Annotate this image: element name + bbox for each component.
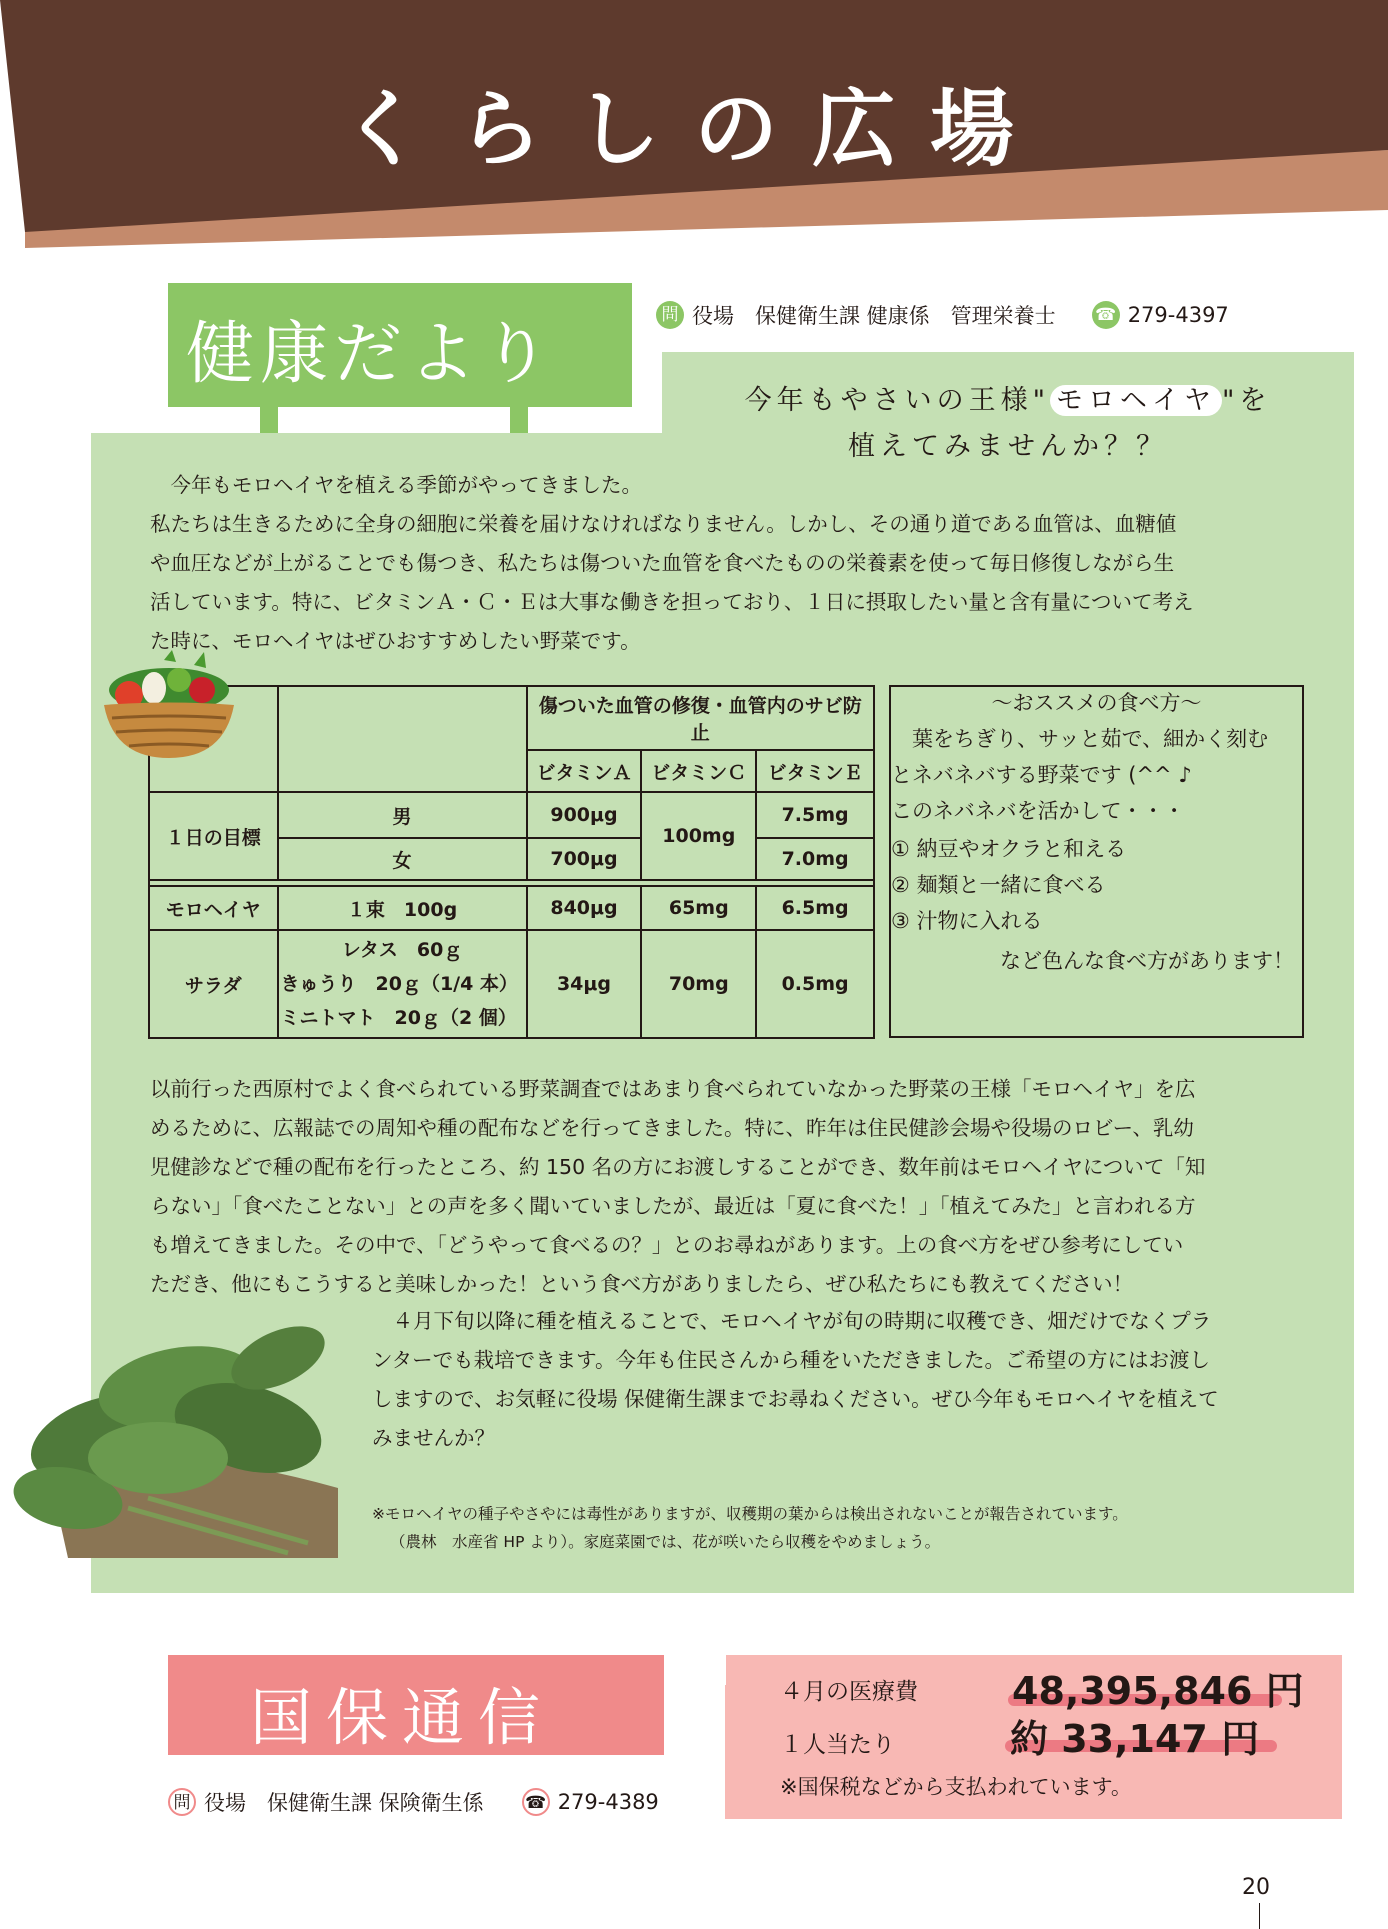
intro-line: た時に、モロヘイヤはぜひおすすめしたい野菜です。 xyxy=(150,629,641,653)
page-number: 20 xyxy=(1242,1875,1270,1900)
reco-line: とネバネバする野菜です (^^ ♪ xyxy=(891,763,1192,787)
reco-closing: など色んな食べ方があります！ xyxy=(1000,949,1294,973)
table-group-header: 傷ついた血管の修復・血管内のサビ防止 xyxy=(527,686,874,750)
vegetable-basket-image xyxy=(94,650,244,765)
cell-male-a: 900μg xyxy=(527,792,642,838)
kenko-heading-line1: 今年もやさいの王様" モロヘイヤ "を xyxy=(744,385,1272,416)
heading-highlight: モロヘイヤ xyxy=(1050,385,1222,416)
kokuho-contact xyxy=(168,1787,659,1817)
per-person-label: １人当たり xyxy=(780,1732,895,1758)
cell-salad-e: 0.5mg xyxy=(756,930,874,1038)
kenko-title: 健康だより xyxy=(186,315,557,394)
cell-male-e: 7.5mg xyxy=(756,792,874,838)
body-line: ただき、他にもこうすると美味しかった！という食べ方がありましたら、ぜひ私たちにも教えてください！ xyxy=(150,1272,1134,1296)
salad-item: きゅうり 20ｇ（1/4 本） xyxy=(280,973,518,995)
phone-icon: ☎ xyxy=(522,1788,550,1816)
cost-label: ４月の医療費 xyxy=(780,1679,918,1705)
body-line: らない」「食べたことない」との声を多く聞いていましたが、最近は「夏に食べた！」「植えてみた」と言われる方 xyxy=(150,1194,1196,1218)
kenko-contact-text: 役場 保健衛生課 健康係 管理栄養士 xyxy=(692,304,1056,328)
note-line-2: （農林 水産省 HP より）。家庭菜園では、花が咲いたら収穫をやめましょう。 xyxy=(390,1533,941,1551)
body-line: しますので、お気軽に役場 保健衛生課までお尋ねください。ぜひ今年もモロヘイヤを植えて xyxy=(372,1387,1219,1411)
intro-line: や血圧などが上がることでも傷つき、私たちは傷ついた血管を食べたものの栄養素を使って毎日修復しながら生 xyxy=(150,551,1175,575)
inquiry-badge: 問 xyxy=(656,301,684,329)
intro-line: 今年もモロヘイヤを植える季節がやってきました。 xyxy=(150,473,642,497)
header-vitamin-e: ビタミンＥ xyxy=(756,750,874,792)
cell-female: 女 xyxy=(278,838,527,880)
header-vitamin-a: ビタミンＡ xyxy=(527,750,642,792)
kenko-heading-line2: 植えてみませんか？？ xyxy=(848,431,1168,462)
cell-moro-amount: １束 100g xyxy=(278,886,527,930)
intro-line: 活しています。特に、ビタミンＡ・Ｃ・Ｅは大事な働きを担っており、１日に摂取したい量と含有量について考え xyxy=(150,590,1194,614)
per-person-value: 約 33,147 円 xyxy=(1010,1717,1260,1761)
reco-line: 葉をちぎり、サッと茹で、細かく刻む xyxy=(891,727,1269,751)
body-line: ンターでも栽培できます。今年も住民さんから種をいただきました。ご希望の方にはお渡し xyxy=(372,1348,1211,1372)
body-line: 以前行った西原村でよく食べられている野菜調査ではあまり食べられていなかった野菜の王様「モロヘイヤ」を広 xyxy=(150,1077,1196,1101)
cell-moro-e: 6.5mg xyxy=(756,886,874,930)
row-label-goal: １日の目標 xyxy=(149,792,278,880)
kokuho-title: 国保通信 xyxy=(250,1681,555,1754)
cell-goal-c: 100mg xyxy=(641,792,756,880)
cell-male: 男 xyxy=(278,792,527,838)
cell-female-a: 700μg xyxy=(527,838,642,880)
cell-female-e: 7.0mg xyxy=(756,838,874,880)
kenko-contact xyxy=(656,300,1229,330)
inquiry-badge: 問 xyxy=(168,1788,196,1816)
body-line: みませんか？ xyxy=(372,1426,495,1450)
body-line: めるために、広報誌での周知や種の配布などを行ってきました。特に、昨年は住民健診会場や役場のロビー、乳幼 xyxy=(150,1116,1194,1140)
kokuho-phone: 279-4389 xyxy=(557,1790,659,1814)
kenko-sign-leg-right xyxy=(510,405,528,433)
reco-item: ② 麺類と一緒に食べる xyxy=(891,873,1106,897)
kokuho-panel-notch xyxy=(664,1655,726,1685)
kokuho-contact-text: 役場 保健衛生課 保険衛生係 xyxy=(204,1791,484,1815)
kenko-heading xyxy=(662,378,1354,470)
phone-icon: ☎ xyxy=(1092,301,1120,329)
nutrition-table xyxy=(148,685,875,1039)
body-line: 児健診などで種の配布を行ったところ、約 150 名の方にお渡しすることができ、数年前はモロヘイヤについて「知 xyxy=(150,1155,1206,1179)
cell-salad-c: 70mg xyxy=(641,930,756,1038)
intro-paragraph xyxy=(150,466,1310,661)
page-number-rule xyxy=(1259,1903,1260,1929)
recommendation-box xyxy=(889,685,1304,1038)
cell-moro-a: 840μg xyxy=(527,886,642,930)
row-label-moroheiya: モロヘイヤ xyxy=(149,886,278,930)
kenko-sign-leg-left xyxy=(260,405,278,433)
kokuho-note: ※国保税などから支払われています。 xyxy=(780,1775,1132,1799)
reco-title: ～おススメの食べ方～ xyxy=(991,691,1202,715)
intro-line: 私たちは生きるために全身の細胞に栄養を届けなければなりません。しかし、その通り道である血管は、血糖値 xyxy=(150,512,1177,536)
cell-salad-items xyxy=(278,930,527,1038)
cell-moro-c: 65mg xyxy=(641,886,756,930)
banner-title: くらしの広場 xyxy=(339,80,1048,178)
moroheiya-leaves-image xyxy=(8,1318,343,1558)
table-header-empty xyxy=(278,686,527,792)
reco-item: ③ 汁物に入れる xyxy=(891,909,1043,933)
kenko-phone: 279-4397 xyxy=(1127,303,1229,327)
salad-item: レタス 60ｇ xyxy=(341,939,463,961)
note-line-1: ※モロヘイヤの種子やさやには毒性がありますが、収穫期の葉からは検出されないことが報告されています。 xyxy=(372,1505,1128,1523)
notes xyxy=(372,1500,1128,1556)
reco-item: ① 納豆やオクラと和える xyxy=(891,837,1127,861)
reco-line: このネバネバを活かして・・・ xyxy=(891,799,1185,823)
body-line: も増えてきました。その中で、「どうやって食べるの？」とのお尋ねがあります。上の食べ方をぜひ参考にしてい xyxy=(150,1233,1184,1257)
header-vitamin-c: ビタミンＣ xyxy=(641,750,756,792)
body-line: ４月下旬以降に種を植えることで、モロヘイヤが旬の時期に収穫でき、畑だけでなくプラ xyxy=(372,1309,1212,1333)
row-label-salad: サラダ xyxy=(149,930,278,1038)
cell-salad-a: 34μg xyxy=(527,930,642,1038)
body-paragraph-2 xyxy=(150,1070,1310,1304)
salad-item: ミニトマト 20ｇ（2 個） xyxy=(280,1007,517,1029)
body-paragraph-3 xyxy=(372,1302,1322,1458)
cost-value: 48,395,846 円 xyxy=(1012,1669,1304,1713)
